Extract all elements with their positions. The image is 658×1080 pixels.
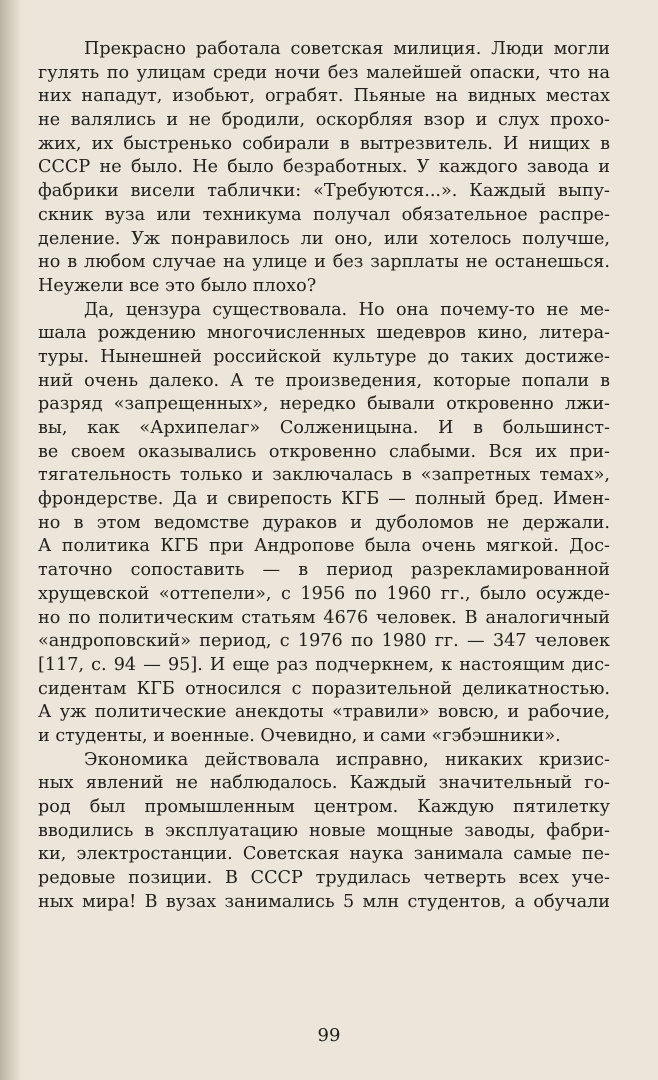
text-line: [117, с. 94 — 95]. И еще раз подчеркнем, к настоящим дис- bbox=[38, 654, 610, 675]
text-line: ний очень далеко. А те произведения, которые попали в bbox=[38, 370, 610, 391]
text-line: фабрики висели таблички: «Требуются...». Каждый выпу- bbox=[38, 181, 610, 202]
text-line: Экономика действовала исправно, никаких кризис- bbox=[84, 749, 610, 770]
text-line: жих, их быстренько собирали в вытрезвитель. И нищих в bbox=[38, 133, 610, 154]
text-line: Да, цензура существовала. Но она почему-то не ме- bbox=[84, 299, 610, 320]
text-line: туры. Нынешней российской культуре до таких достиже- bbox=[38, 346, 610, 367]
paragraph bbox=[38, 38, 610, 299]
text-line: тягательность только и заключалась в «запретных темах», bbox=[38, 465, 610, 486]
text-line: таточно сопоставить — в период разрекламированной bbox=[38, 560, 610, 581]
page-number: 99 bbox=[317, 1025, 341, 1046]
text-line: но в этом ведомстве дураков и дуболомов не держали. bbox=[38, 512, 610, 533]
text-line: гулять по улицам среди ночи без малейшей опаски, что на bbox=[38, 62, 610, 83]
text-line: скник вуза или техникума получал обязательное распре- bbox=[38, 204, 610, 225]
text-line: ки, электростанции. Советская наука занимала самые пе- bbox=[38, 844, 610, 865]
text-line: Прекрасно работала советская милиция. Люди могли bbox=[84, 39, 610, 59]
text-line: СССР не было. Не было безработных. У каждого завода и bbox=[38, 157, 610, 178]
paragraph bbox=[38, 299, 610, 749]
text-line: но в любом случае на улице и без зарплаты не останешься. bbox=[38, 252, 610, 273]
text-line: ных явлений не наблюдалось. Каждый значительный го- bbox=[38, 773, 610, 794]
text-line: деление. Уж понравилось ли оно, или хотелось получше, bbox=[38, 228, 610, 249]
text-line: фрондерстве. Да и свирепость КГБ — полный бред. Имен- bbox=[38, 489, 610, 510]
text-line: вводились в эксплуатацию новые мощные заводы, фабри- bbox=[38, 820, 610, 841]
text-line: ных мира! В вузах занимались 5 млн студентов, а обучали bbox=[38, 891, 610, 912]
text-line: ве своем оказывались откровенно слабыми. Вся их при- bbox=[38, 441, 610, 462]
text-line: шала рождению многочисленных шедевров кино, литера- bbox=[38, 323, 610, 344]
text-line: и студенты, и военные. Очевидно, и сами «гэбэшники». bbox=[38, 725, 561, 746]
text-line: них нападут, изобьют, ограбят. Пьяные на видных местах bbox=[38, 86, 610, 107]
body-text bbox=[38, 38, 610, 914]
text-line: А уж политические анекдоты «травили» вовсю, и рабочие, bbox=[38, 702, 610, 723]
paragraph bbox=[38, 749, 610, 915]
text-line: «андроповский» период, с 1976 по 1980 гг. — 347 человек bbox=[38, 631, 610, 652]
text-line: но по политическим статьям 4676 человек. В аналогичный bbox=[38, 607, 610, 628]
text-line: А политика КГБ при Андропове была очень мягкой. Дос- bbox=[38, 536, 610, 557]
text-line: вы, как «Архипелаг» Солженицына. И в большинст- bbox=[38, 418, 610, 438]
page-gutter-shadow bbox=[0, 0, 22, 1080]
text-line: род был промышленным центром. Каждую пятилетку bbox=[38, 797, 610, 817]
text-line: не валялись и не бродили, оскорбляя взор и слух прохо- bbox=[38, 110, 610, 131]
text-line: разряд «запрещенных», нередко бывали откровенно лжи- bbox=[38, 394, 610, 415]
text-line: Неужели все это было плохо? bbox=[38, 275, 317, 296]
text-line: сидентам КГБ относился с поразительной деликатностью. bbox=[38, 678, 610, 699]
text-line: хрущевской «оттепели», с 1956 по 1960 гг., было осужде- bbox=[38, 583, 610, 604]
text-line: редовые позиции. В СССР трудилась четверть всех уче- bbox=[38, 868, 610, 889]
